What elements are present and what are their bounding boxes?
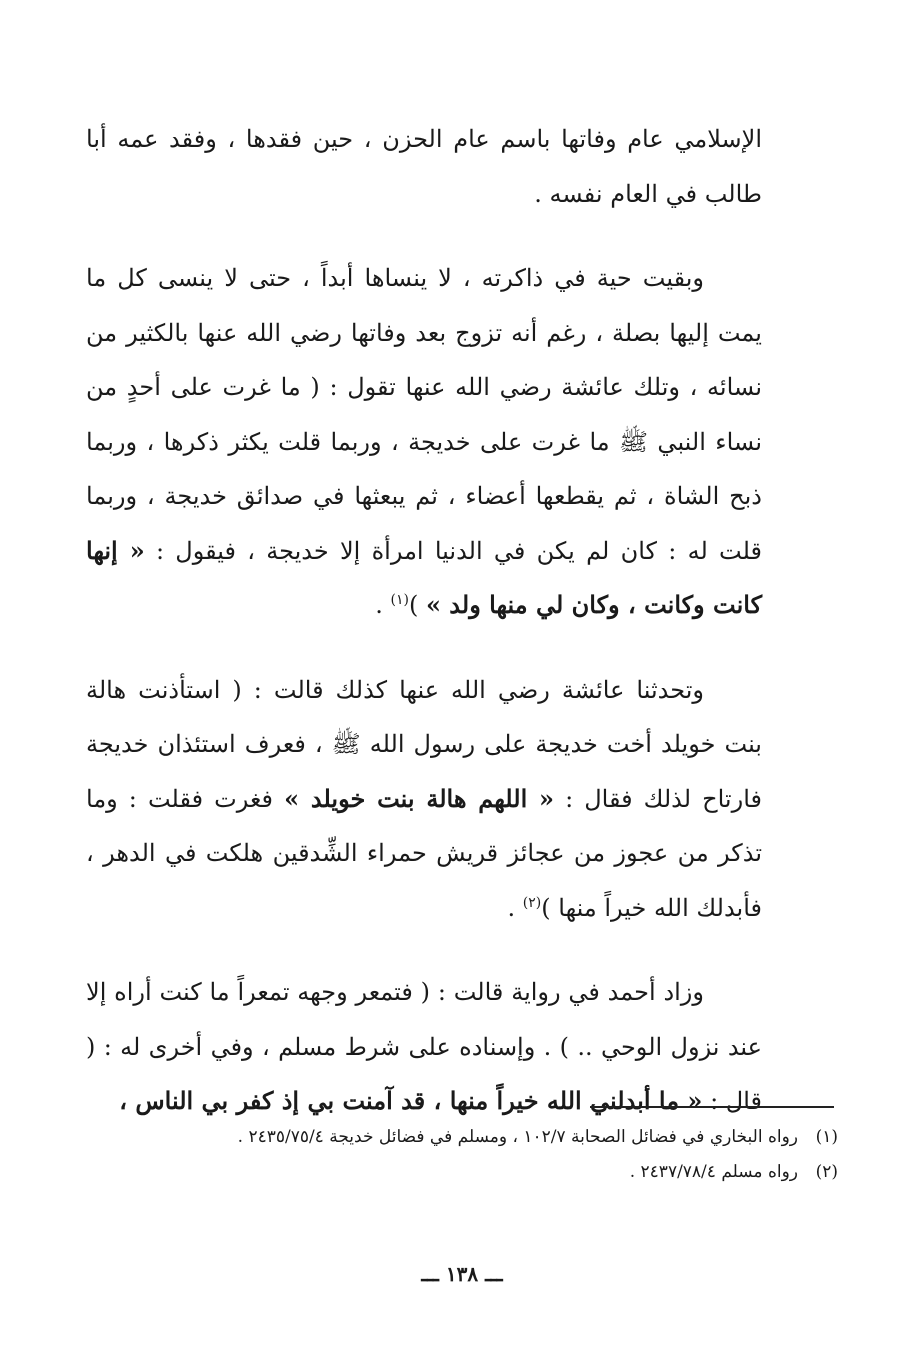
footnote-separator bbox=[590, 1106, 834, 1108]
paragraph-2 bbox=[86, 251, 762, 633]
footnote-1 bbox=[86, 1120, 838, 1155]
paragraph-3-end: . bbox=[507, 893, 523, 922]
paragraph-3-continuation: فغرت فقلت : وما تذكر من عجوز من عجائز قريش حمراء الشِّدقين هلكت في الدهر ، فأبدلك الله خيراً منها ) bbox=[86, 784, 762, 922]
footnote-ref-1[interactable]: (١) bbox=[390, 592, 409, 608]
paragraph-1-text: الإسلامي عام وفاتها باسم عام الحزن ، حين فقدها ، وفقد عمه أبا طالب في العام نفسه . bbox=[86, 125, 762, 208]
footnote-1-text: رواه البخاري في فضائل الصحابة ١٠٢/٧ ، ومسلم في فضائل خديجة ٢٤٣٥/٧٥/٤ . bbox=[237, 1127, 798, 1147]
paragraph-2-quote: « إنها كانت وكانت ، وكان لي منها ولد » bbox=[86, 535, 762, 619]
paragraph-4 bbox=[86, 965, 762, 1129]
paragraph-2-text: وبقيت حية في ذاكرته ، لا ينساها أبداً ، حتى لا ينسى كل ما يمت إليها بصلة ، رغم أنه تزوج بعد وفاتها رضي الله عنها بالكثير من نسائه ، وتلك عائشة رضي الله عنها تقول : ( ما غرت على أحدٍ من نساء النبي ﷺ ما غرت على خديجة ، وربما قلت يكثر ذكرها ، وربما ذبح الشاة ، ثم يقطعها أعضاء ، ثم يبعثها في صدائق خديجة ، وربما قلت له : كان لم يكن في الدنيا امرأة إلا خديجة ، فيقول : bbox=[86, 264, 762, 565]
paragraph-4-text: وزاد أحمد في رواية قالت : ( فتمعر وجهه تمعراً ما كنت أراه إلا عند نزول الوحي .. ) . وإسناده على شرط مسلم ، وفي أخرى له : ( قال : bbox=[86, 978, 762, 1115]
paragraph-3-text: وتحدثنا عائشة رضي الله عنها كذلك قالت : ( استأذنت هالة بنت خويلد أخت خديجة على رسول الله ﷺ ، فعرف استئذان خديجة فارتاح لذلك فقال : bbox=[86, 675, 762, 813]
footnote-ref-2[interactable]: (٢) bbox=[522, 894, 542, 911]
paragraph-2-end: . bbox=[375, 591, 391, 619]
paragraph-1 bbox=[86, 112, 762, 221]
page-number: ـــ ١٣٨ ـــ bbox=[421, 1262, 503, 1286]
footnote-1-number: (١) bbox=[815, 1127, 838, 1147]
paragraph-2-close: ) bbox=[408, 591, 419, 619]
footnote-2-number: (٢) bbox=[815, 1162, 838, 1182]
main-text bbox=[86, 112, 762, 1129]
footnotes bbox=[86, 1120, 838, 1190]
footnote-2 bbox=[86, 1155, 838, 1190]
paragraph-4-quote: « ما أبدلني الله خيراً منها ، قد آمنت بي إذ كفر بي الناس ، bbox=[119, 1086, 703, 1115]
paragraph-3 bbox=[86, 663, 762, 936]
paragraph-3-quote: « اللهم هالة بنت خويلد » bbox=[284, 783, 555, 813]
footnote-2-text: رواه مسلم ٢٤٣٧/٧٨/٤ . bbox=[629, 1162, 798, 1182]
